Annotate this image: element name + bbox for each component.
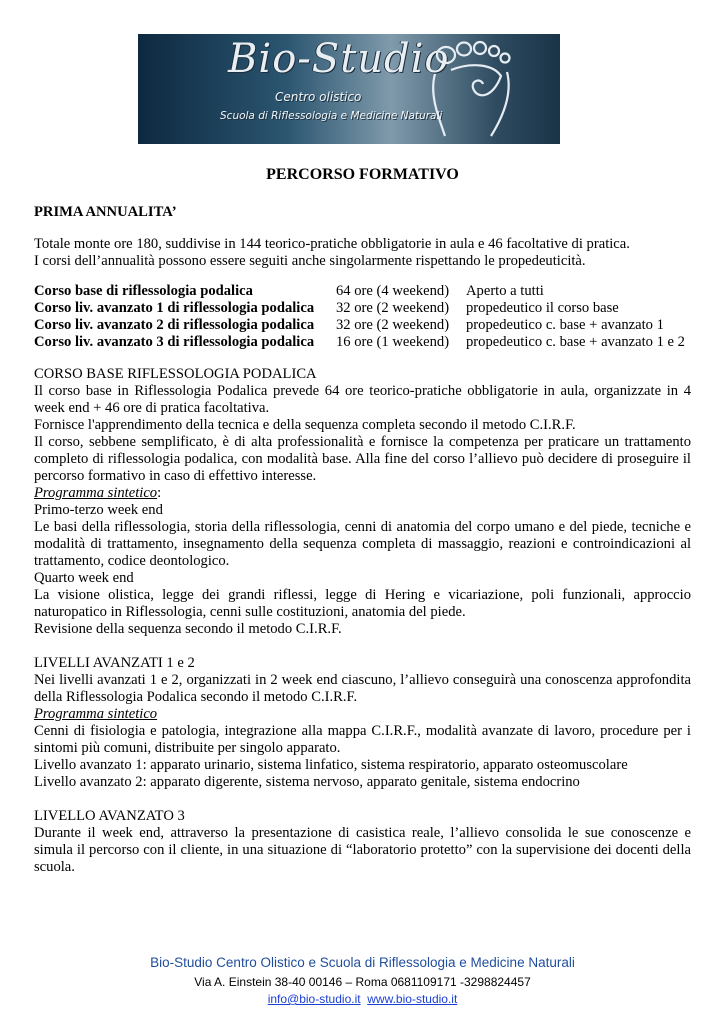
logo-subtitle-2: Scuola di Riflessologia e Medicine Naturali xyxy=(220,110,443,122)
revision-text: Revisione della sequenza secondo il metodo C.I.R.F. xyxy=(34,621,342,637)
course-row xyxy=(34,334,685,351)
course-name: Corso liv. avanzato 1 di riflessologia podalica xyxy=(34,300,315,316)
logo-title: Bio-Studio xyxy=(228,36,450,82)
advanced-level-2: Livello avanzato 2: apparato digerente, sistema nervoso, apparato genitale, sistema endocrino xyxy=(34,774,580,790)
page-title: PERCORSO FORMATIVO xyxy=(266,166,459,183)
course-note: propedeutico il corso base xyxy=(466,300,619,316)
advanced-12-p2: Cenni di fisiologia e patologia, integrazione alla mappa C.I.R.F., modalità avanzate di lavoro, procedure per i sintomi più comuni, distribuite per singolo apparato. xyxy=(34,723,691,756)
course-note: Aperto a tutti xyxy=(466,283,544,299)
course-hours: 32 ore (2 weekend) xyxy=(336,317,450,333)
base-course-heading: CORSO BASE RIFLESSOLOGIA PODALICA xyxy=(34,366,317,382)
advanced-program-label: Programma sintetico xyxy=(34,706,158,722)
base-course-p1: Il corso base in Riflessologia Podalica prevede 64 ore teorico-pratiche obbligatorie in aula, organizzate in 4 week end + 46 ore di pratica facoltativa. xyxy=(34,383,691,416)
weekend-4-heading: Quarto week end xyxy=(34,570,134,586)
advanced-12-heading: LIVELLI AVANZATI 1 e 2 xyxy=(34,655,195,671)
advanced-level-1: Livello avanzato 1: apparato urinario, sistema linfatico, sistema respiratorio, apparato osteomuscolare xyxy=(34,757,628,773)
weekend-1-3-text: Le basi della riflessologia, storia della riflessologia, cenni di anatomia del corpo umano e del piede, tecniche e modalità di trattamento, insegnamento della sequenza completa di massaggio, reazioni e controindicazioni al trattamento, codice deontologico. xyxy=(34,519,691,569)
course-name: Corso base di riflessologia podalica xyxy=(34,283,253,299)
course-row xyxy=(34,300,685,317)
first-year-intro-1: Totale monte ore 180, suddivise in 144 teorico-pratiche obbligatorie in aula e 46 facoltative di pratica. xyxy=(34,236,630,252)
base-course-p2: Fornisce l'apprendimento della tecnica e della sequenza completa secondo il metodo C.I.R.F. xyxy=(34,417,576,433)
header-banner xyxy=(138,34,560,144)
base-program-line xyxy=(34,485,691,502)
course-hours: 16 ore (1 weekend) xyxy=(336,334,450,350)
course-name: Corso liv. avanzato 3 di riflessologia podalica xyxy=(34,334,315,350)
advanced-3-heading: LIVELLO AVANZATO 3 xyxy=(34,808,185,824)
advanced-3-p1: Durante il week end, attraverso la presentazione di casistica reale, l’allievo consolida le sue conoscenze e simula il percorso con il cliente, in una situazione di “laboratorio protetto” con la supervisione dei docenti della scuola. xyxy=(34,825,691,875)
footer-address: Via A. Einstein 38-40 00146 – Roma 0681109171 -3298824457 xyxy=(194,975,531,989)
footer-org: Bio-Studio Centro Olistico e Scuola di Riflessologia e Medicine Naturali xyxy=(150,955,575,970)
course-note: propedeutico c. base + avanzato 1 e 2 xyxy=(466,334,685,350)
weekend-1-3-heading: Primo-terzo week end xyxy=(34,502,163,518)
base-program-label: Programma sintetico xyxy=(34,485,158,501)
logo-subtitle-1: Centro olistico xyxy=(275,90,362,104)
courses-table xyxy=(34,283,685,351)
course-row xyxy=(34,283,685,300)
first-year-intro-2: I corsi dell’annualità possono essere seguiti anche singolarmente rispettando le propedeuticità. xyxy=(34,253,586,269)
base-course-p3: Il corso, sebbene semplificato, è di alta professionalità e fornisce la competenza per praticare un trattamento completo di riflessologia podalica, con modalità base. Alla fine del corso l’allievo può decidere di proseguire il percorso formativo in caso di effettivo interesse. xyxy=(34,434,691,484)
course-row xyxy=(34,317,685,334)
base-program-colon: : xyxy=(157,485,162,501)
course-hours: 64 ore (4 weekend) xyxy=(336,283,450,299)
footer-links xyxy=(0,992,725,1006)
email-link[interactable]: info@bio-studio.it xyxy=(267,992,361,1006)
course-hours: 32 ore (2 weekend) xyxy=(336,300,450,316)
course-name: Corso liv. avanzato 2 di riflessologia podalica xyxy=(34,317,315,333)
course-note: propedeutico c. base + avanzato 1 xyxy=(466,317,664,333)
weekend-4-text: La visione olistica, legge dei grandi riflessi, legge di Hering e vicariazione, poli funzionali, approccio naturopatico in Riflessologia, cenni sulle costituzioni, anatomia del piede. xyxy=(34,587,691,620)
website-link[interactable]: www.bio-studio.it xyxy=(367,992,458,1006)
first-year-heading: PRIMA ANNUALITA’ xyxy=(34,204,177,220)
foot-icon xyxy=(421,40,521,140)
advanced-program-line xyxy=(34,706,691,723)
advanced-12-p1: Nei livelli avanzati 1 e 2, organizzati in 2 week end ciascuno, l’allievo conseguirà una conoscenza approfondita della Riflessologia Podalica secondo il metodo C.I.R.F. xyxy=(34,672,691,705)
